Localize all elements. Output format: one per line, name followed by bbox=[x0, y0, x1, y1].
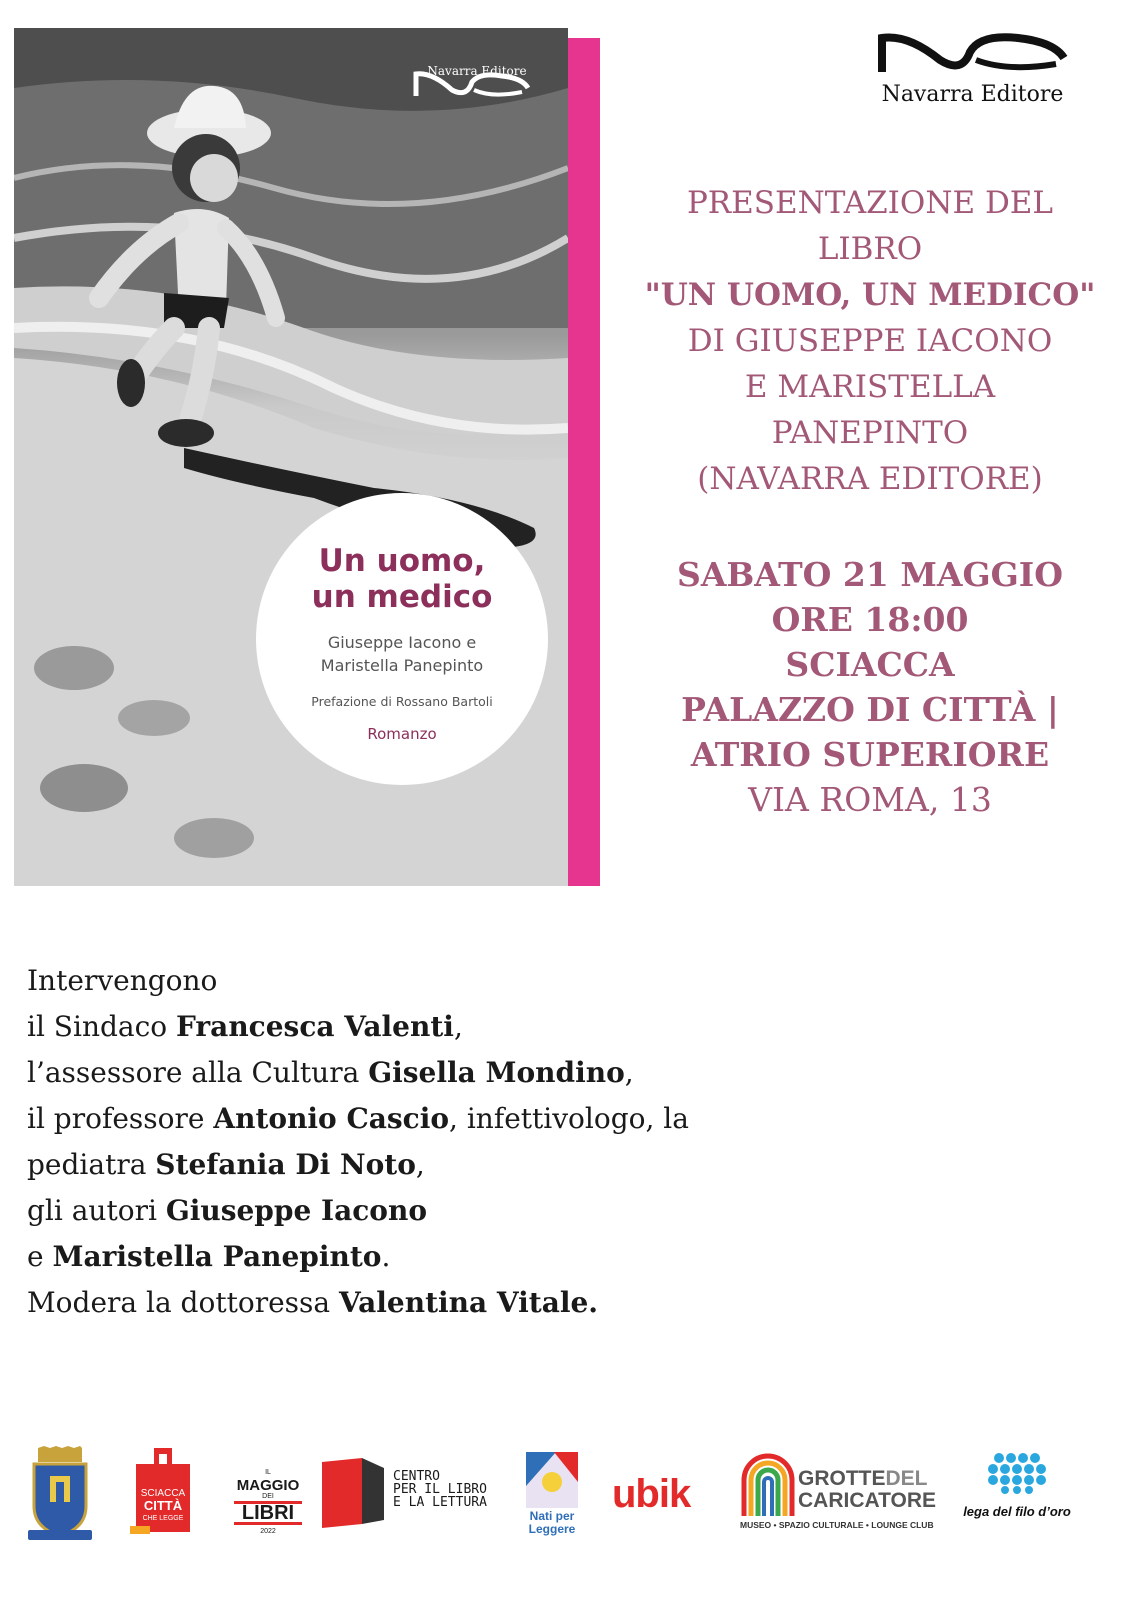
navarra-logo-icon bbox=[878, 30, 1068, 76]
grotte-logo-line: DEL bbox=[885, 1467, 928, 1490]
maggio-dei-libri-logo bbox=[234, 1466, 302, 1535]
nati-per-leggere-icon bbox=[526, 1452, 578, 1508]
maggio-logo-line: IL bbox=[265, 1469, 271, 1476]
cover-authors-line2: Maristella Panepinto bbox=[320, 656, 484, 675]
cepell-logo-line: PER IL LIBRO bbox=[393, 1482, 487, 1497]
speaker-line bbox=[27, 1234, 907, 1280]
speaker-name: Gisella Mondino bbox=[368, 1056, 625, 1089]
grotte-logo-line: CARICATORE bbox=[798, 1489, 937, 1512]
publisher-logo bbox=[875, 30, 1070, 107]
cover-title-line1: Un uomo, bbox=[318, 543, 486, 579]
grotte-tagline: MUSEO • SPAZIO CULTURALE • LOUNGE CLUB bbox=[740, 1520, 934, 1530]
cover-preface: Prefazione di Rossano Bartoli bbox=[311, 694, 493, 709]
event-details bbox=[620, 552, 1120, 822]
navarra-logo-icon bbox=[412, 68, 532, 102]
event-date: SABATO 21 MAGGIO bbox=[676, 555, 1063, 594]
grotte-logo-line: GROTTE bbox=[798, 1467, 886, 1490]
cover-spine-bar bbox=[568, 38, 600, 886]
cover-title bbox=[256, 543, 548, 615]
announcement-block bbox=[620, 180, 1120, 502]
grotte-caricatore-text bbox=[798, 1468, 936, 1512]
cover-authors bbox=[256, 631, 548, 677]
speakers-text bbox=[27, 958, 907, 1326]
sciacca-coat-of-arms-icon bbox=[28, 1446, 92, 1542]
ubik-logo: ubik bbox=[612, 1472, 691, 1516]
speakers-intro: Intervengono bbox=[27, 964, 218, 997]
speaker-line bbox=[27, 1096, 907, 1142]
speaker-name: Giuseppe Iacono bbox=[165, 1194, 428, 1227]
punct: , bbox=[415, 1148, 425, 1181]
sciacca-logo-text bbox=[136, 1488, 190, 1524]
punct: , bbox=[453, 1010, 463, 1043]
event-address: VIA ROMA, 13 bbox=[748, 780, 992, 819]
announcement-line: E MARISTELLA bbox=[744, 369, 996, 405]
publisher-name: Navarra Editore bbox=[881, 82, 1064, 107]
speaker-role: l’assessore alla Cultura bbox=[27, 1056, 369, 1089]
moderator-role: Modera la dottoressa bbox=[27, 1286, 339, 1319]
sciacca-logo-line: SCIACCA bbox=[140, 1488, 186, 1499]
event-venue: PALAZZO DI CITTÀ | bbox=[681, 690, 1059, 729]
sciacca-logo-line: CITTÀ bbox=[143, 1498, 183, 1513]
announcement-line: PANEPINTO bbox=[771, 415, 969, 451]
cepell-book-icon bbox=[322, 1458, 388, 1528]
speaker-role: il Sindaco bbox=[27, 1010, 177, 1043]
maggio-logo-line: LIBRI bbox=[234, 1501, 302, 1525]
event-venue-room: ATRIO SUPERIORE bbox=[690, 735, 1050, 774]
speaker-line bbox=[27, 1050, 907, 1096]
moderator-line bbox=[27, 1280, 907, 1326]
speaker-line bbox=[27, 1142, 907, 1188]
speaker-role: pediatra bbox=[27, 1148, 156, 1181]
nati-logo-line: Nati per bbox=[529, 1509, 575, 1523]
speaker-role: il professore bbox=[27, 1102, 214, 1135]
cepell-logo-line: E LA LETTURA bbox=[393, 1495, 487, 1510]
sponsor-logos bbox=[0, 1438, 1131, 1578]
book-cover bbox=[14, 28, 600, 886]
speaker-role: gli autori bbox=[27, 1194, 166, 1227]
announcement-line: PRESENTAZIONE DEL bbox=[686, 185, 1054, 221]
speaker-line bbox=[27, 1188, 907, 1234]
nati-per-leggere-text bbox=[520, 1510, 584, 1536]
cover-genre: Romanzo bbox=[367, 725, 437, 743]
cepell-logo-line: CENTRO bbox=[393, 1469, 440, 1484]
speaker-name: Francesca Valenti bbox=[176, 1010, 454, 1043]
punct: . bbox=[381, 1240, 391, 1273]
cover-title-line2: un medico bbox=[311, 579, 493, 615]
speaker-name: Stefania Di Noto bbox=[155, 1148, 416, 1181]
maggio-logo-line: DEI bbox=[262, 1493, 274, 1500]
sciacca-logo-line: CHE LEGGE bbox=[142, 1515, 184, 1522]
rainbow-arch-icon bbox=[740, 1450, 796, 1516]
speaker-role: , infettivologo, la bbox=[449, 1102, 689, 1135]
speaker-name: Maristella Panepinto bbox=[52, 1240, 382, 1273]
nati-logo-line: Leggere bbox=[528, 1522, 576, 1536]
maggio-logo-line: 2022 bbox=[260, 1528, 276, 1535]
punct: , bbox=[624, 1056, 634, 1089]
cover-title-circle bbox=[256, 493, 548, 785]
speaker-line bbox=[27, 1004, 907, 1050]
announcement-line: LIBRO bbox=[817, 231, 923, 267]
speaker-name: Antonio Cascio bbox=[213, 1102, 450, 1135]
lega-filo-oro-text: lega del filo d’oro bbox=[963, 1504, 1071, 1519]
cepell-logo-text bbox=[393, 1470, 487, 1509]
book-title: "UN UOMO, UN MEDICO" bbox=[644, 277, 1096, 313]
cover-publisher-logo bbox=[412, 64, 542, 78]
event-time: ORE 18:00 bbox=[771, 600, 969, 639]
announcement-line: DI GIUSEPPE IACONO bbox=[687, 323, 1053, 359]
sciacca-citta-che-legge-logo bbox=[130, 1446, 196, 1534]
moderator-name: Valentina Vitale. bbox=[338, 1286, 599, 1319]
announcement-line: (NAVARRA EDITORE) bbox=[697, 461, 1043, 497]
cover-publisher-name: Navarra Editore bbox=[427, 64, 527, 78]
maggio-logo-line: MAGGIO bbox=[236, 1477, 300, 1494]
event-city: SCIACCA bbox=[785, 645, 955, 684]
speaker-role: e bbox=[27, 1240, 53, 1273]
lega-filo-oro-dots-icon bbox=[985, 1452, 1049, 1494]
cover-authors-line1: Giuseppe Iacono e bbox=[327, 633, 477, 652]
